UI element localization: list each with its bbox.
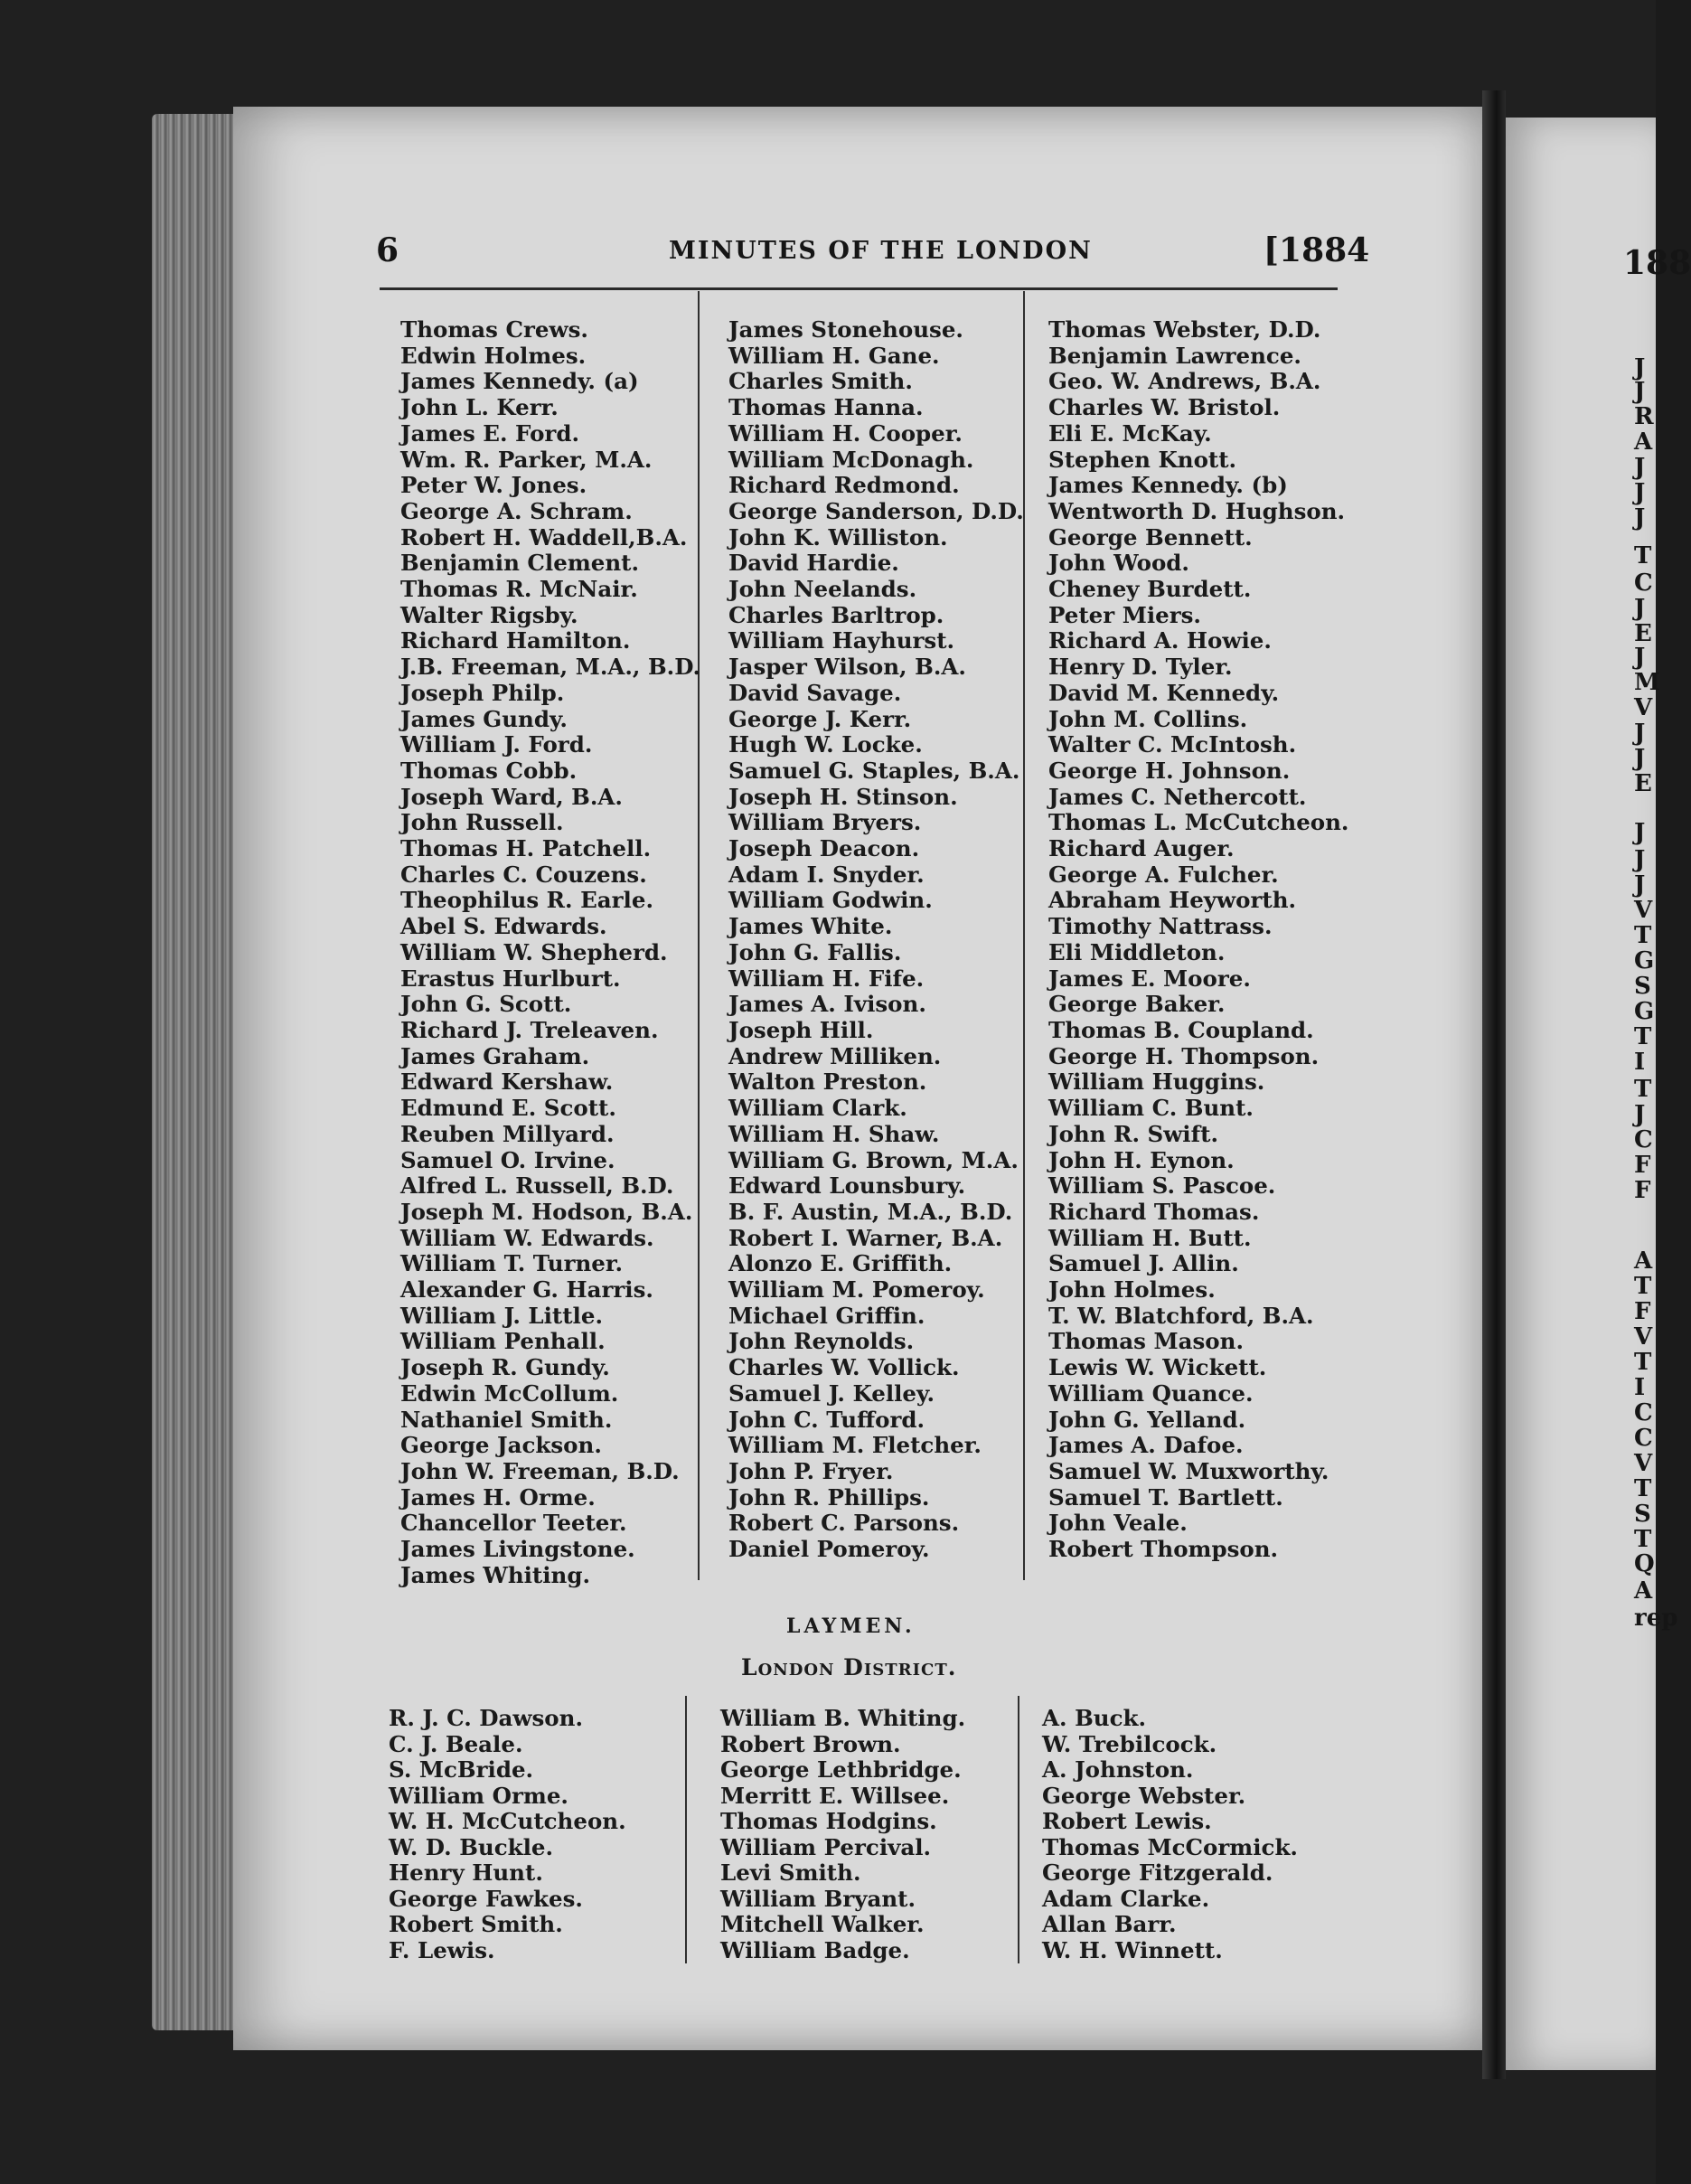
adjacent-page-letter: C (1634, 570, 1653, 597)
adjacent-page-letter: F (1634, 1177, 1651, 1204)
minister-name: John H. Eynon. (1048, 1146, 1235, 1173)
minister-name: William Huggins. (1048, 1068, 1265, 1096)
minister-name: Richard Redmond. (728, 472, 960, 499)
layman-name: Allan Barr. (1042, 1911, 1177, 1937)
minister-name: John G. Fallis. (728, 938, 902, 965)
minister-name: William W. Edwards. (400, 1224, 654, 1251)
minister-name: David M. Kennedy. (1048, 679, 1280, 706)
minister-name: Walter C. McIntosh. (1048, 731, 1297, 758)
minister-name: T. W. Blatchford, B.A. (1048, 1302, 1314, 1329)
minister-name: Robert Thompson. (1048, 1536, 1279, 1563)
minister-name: Jasper Wilson, B.A. (728, 654, 966, 681)
minister-name: George Bennett. (1048, 523, 1253, 551)
minister-name: Abel S. Edwards. (400, 913, 607, 940)
adjacent-page-letter: E (1634, 770, 1652, 797)
adjacent-page-letter: V (1634, 694, 1653, 721)
minister-name: George Baker. (1048, 991, 1226, 1018)
minister-name: John G. Scott. (400, 991, 572, 1018)
layman-name: C. J. Beale. (389, 1730, 523, 1757)
adjacent-page-letter: rep (1634, 1605, 1678, 1632)
minister-name: Samuel W. Muxworthy. (1048, 1457, 1329, 1484)
adjacent-page-letter: T (1634, 922, 1652, 949)
minister-name: John W. Freeman, B.D. (400, 1457, 680, 1484)
minister-name: J.B. Freeman, M.A., B.D. (400, 654, 701, 681)
layman-name: W. D. Buckle. (389, 1833, 554, 1860)
laymen-divider-1 (685, 1696, 687, 1963)
minister-name: Timothy Nattrass. (1048, 913, 1273, 940)
ministers-column-1 (400, 317, 700, 1588)
minister-name: Richard Hamilton. (400, 627, 631, 654)
minister-name: Eli E. McKay. (1048, 419, 1212, 447)
adjacent-page-letter: A (1634, 1577, 1653, 1605)
minister-name: James Kennedy. (b) (1048, 472, 1288, 499)
book-gutter (1482, 90, 1506, 2079)
minister-name: Charles Barltrop. (728, 601, 944, 628)
minister-name: Wm. R. Parker, M.A. (400, 446, 653, 473)
adjacent-page-letter: A (1634, 428, 1653, 456)
adjacent-page-letter: J (1634, 745, 1646, 772)
minister-name: James E. Ford. (400, 419, 579, 447)
minister-name: William S. Pascoe. (1048, 1172, 1276, 1200)
layman-name: A. Johnston. (1042, 1756, 1194, 1783)
adjacent-page-letter: F (1634, 1298, 1651, 1325)
minister-name: Cheney Burdett. (1048, 576, 1252, 603)
minister-name: Benjamin Clement. (400, 550, 639, 577)
layman-name: Merritt E. Willsee. (720, 1782, 950, 1809)
adjacent-page-letter: I (1634, 1049, 1646, 1076)
layman-name: George Webster. (1042, 1782, 1246, 1809)
minister-name: William Penhall. (400, 1328, 606, 1355)
ministers-column-3 (1048, 317, 1348, 1563)
adjacent-page-letter: S (1634, 973, 1651, 1000)
minister-name: Edward Lounsbury. (728, 1172, 966, 1200)
minister-name: Charles Smith. (728, 368, 913, 395)
adjacent-page-letter: J (1634, 479, 1646, 506)
minister-name: Peter W. Jones. (400, 472, 587, 499)
minister-name: James Stonehouse. (728, 316, 963, 343)
laymen-heading: LAYMEN. (786, 1614, 916, 1638)
minister-name: William Bryers. (728, 809, 922, 836)
minister-name: William M. Fletcher. (728, 1432, 982, 1459)
minister-name: John G. Yelland. (1048, 1406, 1246, 1433)
minister-name: Peter Miers. (1048, 601, 1201, 628)
minister-name: John Holmes. (1048, 1276, 1216, 1304)
layman-name: Henry Hunt. (389, 1859, 543, 1886)
minister-name: William J. Ford. (400, 731, 593, 758)
minister-name: Daniel Pomeroy. (728, 1536, 930, 1563)
minister-name: Samuel T. Bartlett. (1048, 1483, 1283, 1511)
minister-name: George H. Johnson. (1048, 757, 1291, 784)
adjacent-page-letter: J (1634, 1101, 1646, 1128)
minister-name: William Hayhurst. (728, 627, 955, 654)
minister-name: Thomas H. Patchell. (400, 835, 652, 862)
adjacent-page-letter: G (1634, 998, 1655, 1025)
minister-name: Walton Preston. (728, 1068, 927, 1096)
minister-name: Eli Middleton. (1048, 938, 1226, 965)
minister-name: George Jackson. (400, 1432, 602, 1459)
minister-name: John L. Kerr. (400, 394, 559, 421)
minister-name: Thomas B. Coupland. (1048, 1016, 1314, 1043)
minister-name: Joseph Philp. (400, 679, 565, 706)
minister-name: Abraham Heyworth. (1048, 887, 1297, 914)
minister-name: Thomas L. McCutcheon. (1048, 809, 1349, 836)
minister-name: John Neelands. (728, 576, 917, 603)
adjacent-page-letter: T (1634, 1349, 1652, 1376)
page-year: [1884 (1264, 231, 1370, 269)
adjacent-page-letter: T (1634, 1273, 1652, 1300)
laymen-column-2 (720, 1706, 965, 1963)
minister-name: Reuben Millyard. (400, 1120, 615, 1147)
adjacent-page-letter: J (1634, 846, 1646, 873)
minister-name: George A. Fulcher. (1048, 861, 1279, 888)
minister-name: David Savage. (728, 679, 902, 706)
adjacent-page-letter: J (1634, 871, 1646, 899)
minister-name: Samuel G. Staples, B.A. (728, 757, 1020, 784)
minister-name: Stephen Knott. (1048, 446, 1237, 473)
minister-name: Theophilus R. Earle. (400, 887, 653, 914)
minister-name: John K. Williston. (728, 523, 948, 551)
minister-name: William Clark. (728, 1095, 907, 1122)
minister-name: Adam I. Snyder. (728, 861, 925, 888)
layman-name: George Lethbridge. (720, 1756, 962, 1783)
minister-name: William M. Pomeroy. (728, 1276, 985, 1304)
minister-name: William T. Turner. (400, 1250, 624, 1277)
layman-name: W. H. Winnett. (1042, 1936, 1223, 1963)
layman-name: Thomas Hodgins. (720, 1808, 937, 1834)
minister-name: Robert I. Warner, B.A. (728, 1224, 1003, 1251)
layman-name: R. J. C. Dawson. (389, 1705, 583, 1731)
layman-name: William B. Whiting. (720, 1705, 966, 1731)
minister-name: Thomas Cobb. (400, 757, 578, 784)
layman-name: S. McBride. (389, 1756, 534, 1783)
minister-name: John Russell. (400, 809, 564, 836)
minister-name: William W. Shepherd. (400, 938, 668, 965)
laymen-column-3 (1042, 1706, 1298, 1963)
minister-name: Richard J. Treleaven. (400, 1016, 659, 1043)
layman-name: Levi Smith. (720, 1859, 861, 1886)
minister-name: John R. Swift. (1048, 1120, 1218, 1147)
minister-name: James Gundy. (400, 705, 568, 732)
laymen-divider-2 (1018, 1696, 1019, 1963)
minister-name: George A. Schram. (400, 497, 633, 524)
layman-name: Robert Brown. (720, 1730, 901, 1757)
minister-name: George J. Kerr. (728, 705, 912, 732)
minister-name: Thomas Crews. (400, 316, 588, 343)
minister-name: Chancellor Teeter. (400, 1510, 627, 1537)
minister-name: Geo. W. Andrews, B.A. (1048, 368, 1321, 395)
minister-name: Hugh W. Locke. (728, 731, 923, 758)
minister-name: William Godwin. (728, 887, 933, 914)
minister-name: William Quance. (1048, 1379, 1254, 1407)
adjacent-page-letter: A (1634, 1247, 1653, 1275)
minister-name: Wentworth D. Hughson. (1048, 497, 1346, 524)
adjacent-page-letter: Q (1634, 1550, 1655, 1577)
layman-name: William Percival. (720, 1833, 932, 1860)
minister-name: William G. Brown, M.A. (728, 1146, 1019, 1173)
adjacent-page-letter: J (1634, 454, 1646, 481)
minister-name: Nathaniel Smith. (400, 1406, 613, 1433)
minister-name: Samuel J. Kelley. (728, 1379, 935, 1407)
layman-name: F. Lewis. (389, 1936, 495, 1963)
layman-name: Adam Clarke. (1042, 1885, 1210, 1912)
minister-name: Erastus Hurlburt. (400, 965, 621, 992)
layman-name: George Fawkes. (389, 1885, 583, 1912)
minister-name: John P. Fryer. (728, 1457, 894, 1484)
minister-name: James E. Moore. (1048, 965, 1251, 992)
minister-name: James Graham. (400, 1042, 590, 1069)
minister-name: William H. Shaw. (728, 1120, 940, 1147)
minister-name: Thomas Mason. (1048, 1328, 1244, 1355)
minister-name: Benjamin Lawrence. (1048, 342, 1301, 369)
minister-name: Edwin Holmes. (400, 342, 587, 369)
adjacent-page-fragment (1506, 118, 1691, 2070)
minister-name: Edward Kershaw. (400, 1068, 614, 1096)
minister-name: George H. Thompson. (1048, 1042, 1320, 1069)
adjacent-page-letter: C (1634, 1126, 1653, 1153)
adjacent-page-letter: V (1634, 1450, 1653, 1477)
minister-name: David Hardie. (728, 550, 899, 577)
minister-name: William H. Gane. (728, 342, 940, 369)
adjacent-page-letter: E (1634, 620, 1652, 647)
minister-name: James Livingstone. (400, 1536, 635, 1563)
layman-name: George Fitzgerald. (1042, 1859, 1273, 1886)
adjacent-page-letter: S (1634, 1501, 1651, 1528)
adjacent-page-letter: J (1634, 720, 1646, 747)
adjacent-page-letter: V (1634, 897, 1653, 924)
adjacent-page-letter: V (1634, 1323, 1653, 1351)
adjacent-page-letter: J (1634, 354, 1646, 381)
adjacent-page-letter: T (1634, 1023, 1652, 1050)
minister-name: John R. Phillips. (728, 1483, 930, 1511)
adjacent-page-letter: C (1634, 1425, 1653, 1452)
minister-name: B. F. Austin, M.A., B.D. (728, 1198, 1013, 1225)
adjacent-page-letter: T (1634, 1526, 1652, 1553)
book-page-edges (152, 114, 242, 2030)
layman-name: A. Buck. (1042, 1705, 1147, 1731)
minister-name: James White. (728, 913, 893, 940)
minister-name: Thomas Webster, D.D. (1048, 316, 1321, 343)
layman-name: William Bryant. (720, 1885, 916, 1912)
adjacent-page-letter: J (1634, 819, 1646, 846)
minister-name: William H. Butt. (1048, 1224, 1252, 1251)
adjacent-page-letter: J (1634, 504, 1646, 532)
adjacent-page-letter: T (1634, 542, 1652, 570)
adjacent-page-letter: J (1634, 644, 1646, 671)
minister-name: James Kennedy. (a) (400, 368, 639, 395)
adjacent-page-header: 188 (1623, 244, 1691, 282)
layman-name: Mitchell Walker. (720, 1911, 925, 1937)
minister-name: Robert C. Parsons. (728, 1510, 960, 1537)
adjacent-page-letter: F (1634, 1152, 1651, 1179)
minister-name: Joseph Hill. (728, 1016, 874, 1043)
minister-name: Edmund E. Scott. (400, 1095, 616, 1122)
laymen-column-1 (389, 1706, 626, 1963)
adjacent-page-letter: T (1634, 1475, 1652, 1502)
minister-name: William H. Fife. (728, 965, 925, 992)
minister-name: Thomas Hanna. (728, 394, 924, 421)
adjacent-page-letter: J (1634, 378, 1646, 405)
minister-name: James Whiting. (400, 1561, 591, 1588)
minister-name: Walter Rigsby. (400, 601, 578, 628)
minister-name: Robert H. Waddell,B.A. (400, 523, 688, 551)
minister-name: Alfred L. Russell, B.D. (400, 1172, 674, 1200)
minister-name: Joseph R. Gundy. (400, 1354, 610, 1381)
minister-name: Joseph M. Hodson, B.A. (400, 1198, 693, 1225)
page-number: 6 (376, 231, 399, 269)
district-heading: London District. (741, 1654, 957, 1680)
minister-name: John Veale. (1048, 1510, 1188, 1537)
minister-name: Richard A. Howie. (1048, 627, 1272, 654)
minister-name: William C. Bunt. (1048, 1095, 1254, 1122)
minister-name: James A. Dafoe. (1048, 1432, 1244, 1459)
layman-name: William Orme. (389, 1782, 568, 1809)
minister-name: Joseph Ward, B.A. (400, 783, 623, 810)
minister-name: Alexander G. Harris. (400, 1276, 653, 1304)
minister-name: James H. Orme. (400, 1483, 596, 1511)
adjacent-page-letter: C (1634, 1399, 1653, 1426)
minister-name: Charles C. Couzens. (400, 861, 647, 888)
minister-name: Thomas R. McNair. (400, 576, 638, 603)
minister-name: John Wood. (1048, 550, 1189, 577)
minister-name: Charles W. Vollick. (728, 1354, 960, 1381)
minister-name: George Sanderson, D.D. (728, 497, 1024, 524)
minister-name: Henry D. Tyler. (1048, 654, 1233, 681)
minister-name: John C. Tufford. (728, 1406, 925, 1433)
layman-name: W. Trebilcock. (1042, 1730, 1217, 1757)
ministers-column-2 (728, 317, 1024, 1563)
minister-name: John Reynolds. (728, 1328, 915, 1355)
minister-name: James C. Nethercott. (1048, 783, 1307, 810)
running-title: MINUTES OF THE LONDON (669, 237, 1093, 265)
minister-name: Richard Auger. (1048, 835, 1235, 862)
minister-name: James A. Ivison. (728, 991, 926, 1018)
minister-name: John M. Collins. (1048, 705, 1248, 732)
layman-name: W. H. McCutcheon. (389, 1808, 626, 1834)
minister-name: Samuel O. Irvine. (400, 1146, 615, 1173)
layman-name: Robert Smith. (389, 1911, 563, 1937)
minister-name: Michael Griffin. (728, 1302, 925, 1329)
layman-name: Thomas McCormick. (1042, 1833, 1298, 1860)
adjacent-page-letter: T (1634, 1076, 1652, 1103)
adjacent-page-letter: G (1634, 947, 1655, 974)
header-rule (380, 287, 1338, 290)
minister-name: Lewis W. Wickett. (1048, 1354, 1267, 1381)
minister-name: Joseph H. Stinson. (728, 783, 958, 810)
layman-name: William Badge. (720, 1936, 910, 1963)
minister-name: Richard Thomas. (1048, 1198, 1260, 1225)
minister-name: Andrew Milliken. (728, 1042, 942, 1069)
minister-name: Charles W. Bristol. (1048, 394, 1281, 421)
minister-name: Samuel J. Allin. (1048, 1250, 1239, 1277)
minister-name: William H. Cooper. (728, 419, 963, 447)
minister-name: William McDonagh. (728, 446, 974, 473)
minister-name: William J. Little. (400, 1302, 603, 1329)
adjacent-page-letter: I (1634, 1374, 1646, 1401)
adjacent-page-letter: R (1634, 403, 1654, 430)
layman-name: Robert Lewis. (1042, 1808, 1212, 1834)
minister-name: Edwin McCollum. (400, 1379, 619, 1407)
minister-name: Joseph Deacon. (728, 835, 920, 862)
minister-name: Alonzo E. Griffith. (728, 1250, 953, 1277)
adjacent-page-letter: M (1634, 669, 1660, 696)
adjacent-page-letter: J (1634, 595, 1646, 622)
